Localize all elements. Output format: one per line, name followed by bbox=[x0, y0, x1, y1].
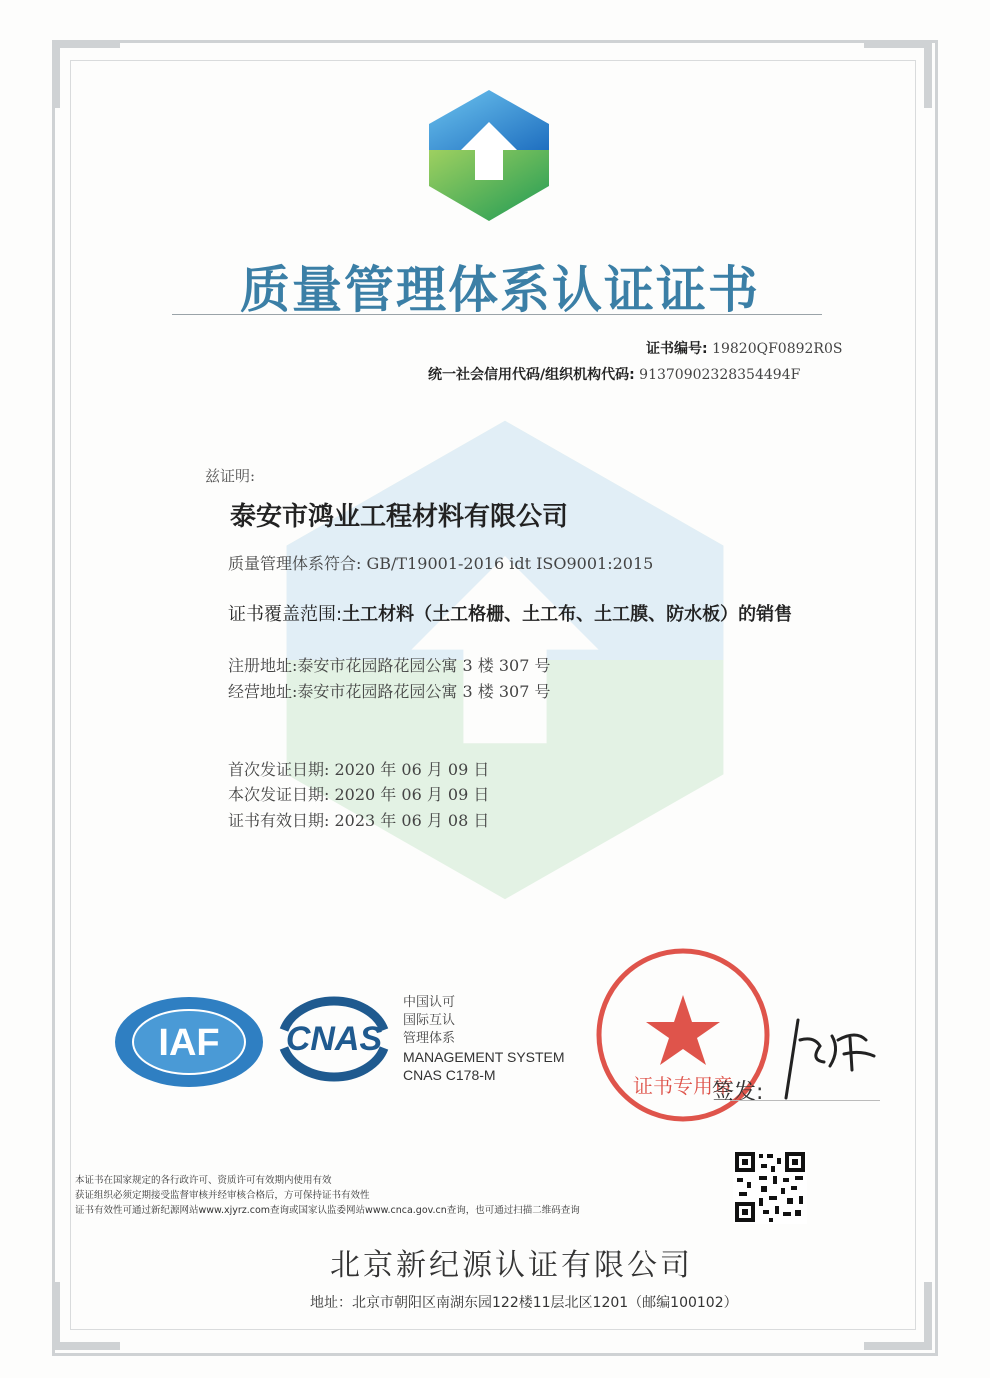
valid-until-value: 2023 年 06 月 08 日 bbox=[334, 811, 490, 830]
title-divider bbox=[172, 314, 822, 315]
standard-label: 质量管理体系符合: bbox=[228, 554, 362, 573]
fine-print-3: 证书有效性可通过新纪源网站www.xjyrz.com查询或国家认监委网站www.cnca.gov.cn查询，也可通过扫描二维码查询 bbox=[75, 1205, 580, 1216]
seal-center-text: 证书专用章 bbox=[633, 1074, 733, 1098]
fine-print-2: 获证组织必须定期接受监督审核并经审核合格后，方可保持证书有效性 bbox=[75, 1190, 370, 1201]
issuer-address: 地址：北京市朝阳区南湖东园122楼11层北区1201（邮编100102） bbox=[310, 1295, 738, 1311]
cert-number-label: 证书编号: bbox=[646, 341, 708, 357]
this-issue-value: 2020 年 06 月 09 日 bbox=[334, 785, 490, 804]
reg-address-line bbox=[228, 653, 550, 676]
corner-ornament bbox=[52, 40, 120, 108]
qr-code[interactable] bbox=[733, 1150, 807, 1224]
certificate-title: 质量管理体系认证证书 bbox=[240, 261, 760, 319]
credit-code-value: 91370902328354494F bbox=[639, 367, 801, 383]
fine-print-1: 本证书在国家规定的各行政许可、资质许可有效期内使用有效 bbox=[75, 1175, 332, 1186]
cert-number-value: 19820QF0892R0S bbox=[712, 341, 843, 357]
cert-number bbox=[646, 338, 842, 358]
first-issue-label: 首次发证日期: bbox=[228, 760, 330, 779]
standard-value: GB/T19001-2016 idt ISO9001:2015 bbox=[366, 554, 654, 573]
this-issue-label: 本次发证日期: bbox=[228, 785, 330, 804]
scope-value: 土工材料（土工格栅、土工布、土工膜、防水板）的销售 bbox=[342, 604, 793, 625]
op-address-value: 泰安市花园路花园公寓 3 楼 307 号 bbox=[297, 682, 551, 701]
this-issue-line bbox=[228, 782, 489, 805]
first-issue-value: 2020 年 06 月 09 日 bbox=[334, 760, 490, 779]
certifier-logo bbox=[425, 88, 553, 223]
cnas-cn2: 国际互认 bbox=[403, 1013, 456, 1028]
cnas-caption bbox=[403, 994, 565, 1084]
credit-code-label: 统一社会信用代码/组织机构代码: bbox=[428, 367, 635, 383]
scope-line bbox=[228, 600, 792, 626]
iaf-logo bbox=[113, 995, 265, 1089]
op-address-label: 经营地址: bbox=[228, 682, 298, 701]
cnas-en1: MANAGEMENT SYSTEM bbox=[403, 1049, 565, 1065]
valid-until-line bbox=[228, 808, 489, 831]
op-address-line bbox=[228, 679, 550, 702]
credit-code bbox=[428, 364, 800, 384]
signature-line bbox=[730, 1100, 880, 1101]
corner-ornament bbox=[52, 1282, 120, 1350]
cnas-text: CNAS bbox=[285, 1020, 383, 1058]
cnas-cn3: 管理体系 bbox=[403, 1031, 456, 1046]
signature bbox=[780, 1010, 880, 1100]
first-issue-line bbox=[228, 757, 489, 780]
issuer-name: 北京新纪源认证有限公司 bbox=[330, 1248, 693, 1283]
cnas-cn1: 中国认可 bbox=[403, 995, 456, 1010]
corner-ornament bbox=[864, 40, 932, 108]
standard-line bbox=[228, 551, 653, 574]
valid-until-label: 证书有效日期: bbox=[228, 811, 330, 830]
company-name: 泰安市鸿业工程材料有限公司 bbox=[230, 502, 569, 532]
certify-label: 兹证明: bbox=[205, 467, 256, 485]
reg-address-value: 泰安市花园路花园公寓 3 楼 307 号 bbox=[297, 656, 551, 675]
signed-label: 签发: bbox=[712, 1080, 764, 1105]
scope-label: 证书覆盖范围: bbox=[228, 604, 343, 625]
corner-ornament bbox=[864, 1282, 932, 1350]
reg-address-label: 注册地址: bbox=[228, 656, 298, 675]
cnas-logo bbox=[270, 990, 398, 1086]
iaf-text: IAF bbox=[158, 1022, 220, 1064]
cnas-en2: CNAS C178-M bbox=[403, 1067, 496, 1083]
